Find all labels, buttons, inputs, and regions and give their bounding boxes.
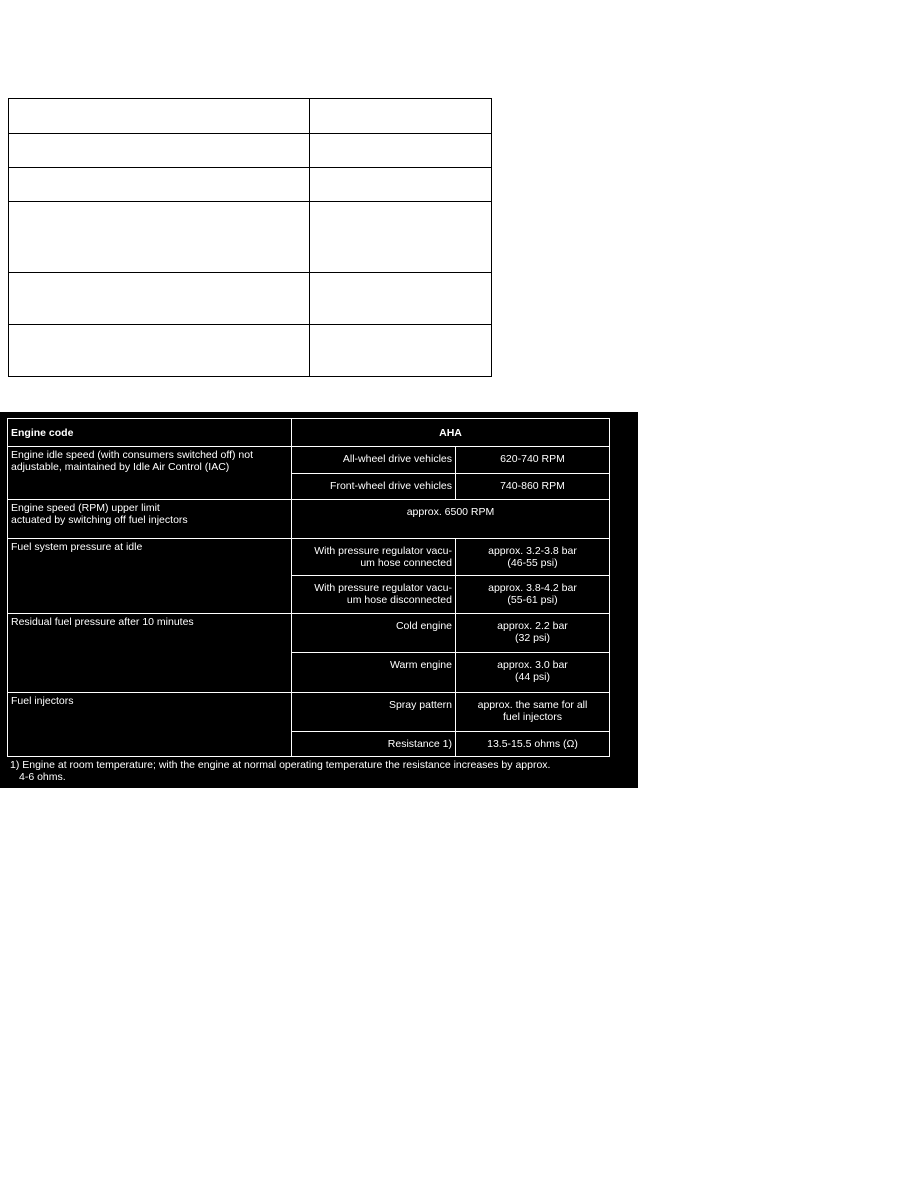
residual-pressure-label: Residual fuel pressure after 10 minutes xyxy=(8,613,292,692)
idle-awd-value: 620-740 RPM xyxy=(456,447,610,473)
spray-pattern-value xyxy=(456,692,610,731)
value-line: approx. 3.2-3.8 bar xyxy=(488,544,577,557)
fuel-pressure-connected-condition xyxy=(292,538,456,576)
rpm-limit-label-line1: Engine speed (RPM) upper limit xyxy=(11,502,160,515)
idle-fwd-value: 740-860 RPM xyxy=(456,473,610,499)
condition-line: um hose disconnected xyxy=(346,594,452,607)
idle-awd-condition: All-wheel drive vehicles xyxy=(292,447,456,473)
empty-cell xyxy=(9,324,310,376)
spray-pattern-condition: Spray pattern xyxy=(292,692,456,731)
value-line: (32 psi) xyxy=(514,631,550,644)
rpm-limit-label-line2: actuated by switching off fuel injectors xyxy=(11,514,188,527)
engine-spec-image xyxy=(0,412,638,788)
empty-spec-table xyxy=(8,98,492,377)
rpm-limit-value: approx. 6500 RPM xyxy=(292,500,610,539)
empty-cell xyxy=(9,272,310,324)
value-line: (46-55 psi) xyxy=(507,556,558,569)
empty-cell xyxy=(310,99,492,134)
value-line: approx. 3.8-4.2 bar xyxy=(488,582,577,595)
footnote-line1: 1) Engine at room temperature; with the engine at normal operating temperature the resistance increases by approx. xyxy=(10,759,551,771)
resistance-condition: Resistance 1) xyxy=(292,731,456,756)
value-line: (55-61 psi) xyxy=(507,594,558,607)
fuel-pressure-disconnected-value xyxy=(456,576,610,614)
idle-speed-label: Engine idle speed (with consumers switched off) not adjustable, maintained by Idle Air Control (IAC) xyxy=(8,447,292,500)
engine-spec-table xyxy=(7,418,610,757)
fuel-pressure-disconnected-condition xyxy=(292,576,456,614)
residual-cold-condition: Cold engine xyxy=(292,613,456,653)
empty-cell xyxy=(310,134,492,168)
empty-cell xyxy=(310,272,492,324)
residual-cold-value xyxy=(456,613,610,653)
value-line: approx. 2.2 bar xyxy=(497,619,568,632)
empty-cell xyxy=(310,202,492,272)
value-line: approx. the same for all xyxy=(477,698,588,711)
fuel-injectors-label: Fuel injectors xyxy=(8,692,292,756)
empty-cell xyxy=(310,324,492,376)
condition-line: With pressure regulator vacu- xyxy=(314,544,452,557)
fuel-pressure-label: Fuel system pressure at idle xyxy=(8,538,292,613)
value-line: fuel injectors xyxy=(503,710,562,723)
fuel-pressure-connected-value xyxy=(456,538,610,576)
engine-code-value: AHA xyxy=(292,419,610,447)
empty-cell xyxy=(9,134,310,168)
footnote-line2: 4-6 ohms. xyxy=(19,771,66,783)
empty-cell xyxy=(9,99,310,134)
rpm-limit-label xyxy=(8,500,292,539)
condition-line: um hose connected xyxy=(360,556,452,569)
empty-cell xyxy=(9,168,310,202)
footnote xyxy=(10,759,632,783)
condition-line: With pressure regulator vacu- xyxy=(314,582,452,595)
value-line: (44 psi) xyxy=(514,671,550,684)
engine-code-label: Engine code xyxy=(8,419,292,447)
empty-cell xyxy=(310,168,492,202)
idle-fwd-condition: Front-wheel drive vehicles xyxy=(292,473,456,499)
resistance-value: 13.5-15.5 ohms (Ω) xyxy=(456,731,610,756)
value-line: approx. 3.0 bar xyxy=(497,659,568,672)
residual-warm-condition: Warm engine xyxy=(292,653,456,693)
residual-warm-value xyxy=(456,653,610,693)
empty-cell xyxy=(9,202,310,272)
